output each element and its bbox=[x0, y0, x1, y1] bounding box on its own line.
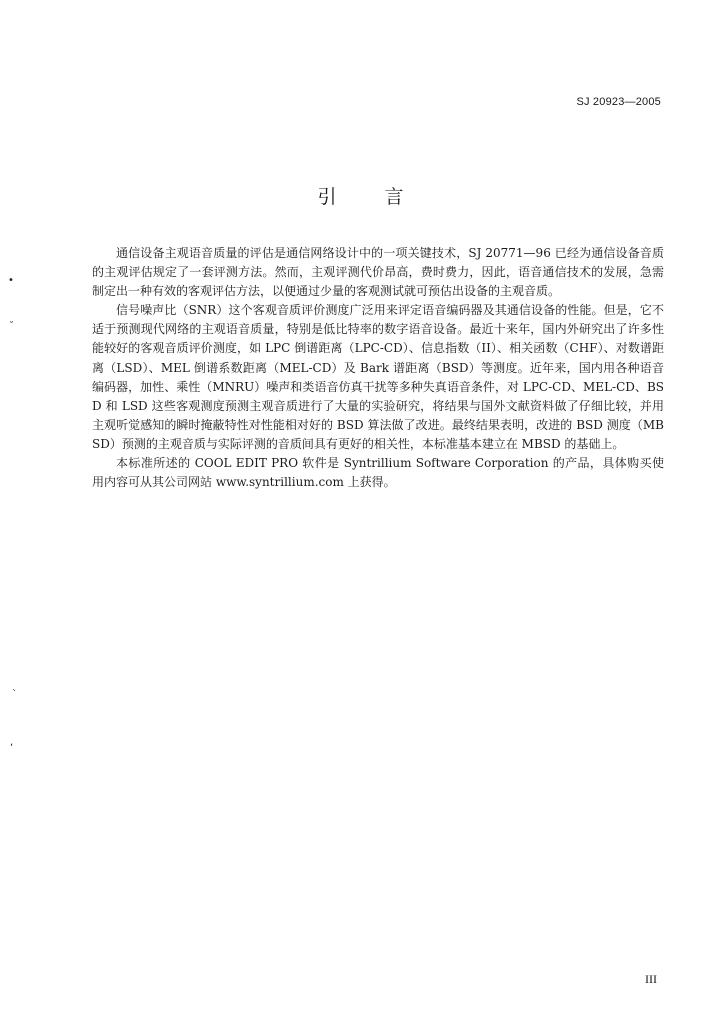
body-text bbox=[92, 244, 664, 492]
paragraph-2: 信号噪声比（SNR）这个客观音质评价测度广泛用来评定语音编码器及其通信设备的性能。但是，它不适于预测现代网络的主观语音质量，特别是低比特率的数字语音设备。最近十来年，国内外研究出了许多性能较好的客观音质评价测度，如 LPC 倒谱距离（LPC-CD）、信息指数（II）、相关函数（CHF）、对数谱距离（LSD）、MEL 倒谱系数距离（MEL-CD）及 Bark 谱距离（BSD）等测度。近年来，国内用各种语音编码器，加性、乘性（MNRU）噪声和类语音仿真干扰等多种失真语音条件，对 LPC-CD、MEL-CD、BSD 和 LSD 这些客观测度预测主观音质进行了大量的实验研究，将结果与国外文献资料做了仔细比较，并用主观听觉感知的瞬时掩蔽特性对性能相对好的 BSD 算法做了改进。最终结果表明，改进的 BSD 测度（MBSD）预测的主观音质与实际评测的音质间具有更好的相关性，本标准基本建立在 MBSD 的基础上。 bbox=[92, 303, 664, 451]
standard-code: SJ 20923—2005 bbox=[576, 96, 661, 108]
paragraph-1: 通信设备主观语音质量的评估是通信网络设计中的一项关键技术，SJ 20771—96 已经为通信设备音质的主观评估规定了一套评测方法。然而，主观评测代价昂高，费时费力，因此，语音通信技术的发展，急需制定出一种有效的客观评估方法，以便通过少量的客观测试就可预估出设备的主观音质。 bbox=[92, 246, 664, 299]
scan-artifact-mark: ˋ bbox=[12, 689, 17, 700]
page-number: III bbox=[645, 972, 657, 986]
scan-artifact-mark: • bbox=[8, 275, 14, 286]
scan-artifact-mark: ˘ bbox=[9, 321, 14, 332]
paragraph-3: 本标准所述的 COOL EDIT PRO 软件是 Syntrillium Software Corporation 的产品，具体购买使用内容可从其公司网站 www.syntrillium.com 上获得。 bbox=[92, 456, 664, 490]
section-title: 引言 bbox=[317, 186, 452, 208]
scan-artifact-mark: , bbox=[10, 737, 14, 748]
